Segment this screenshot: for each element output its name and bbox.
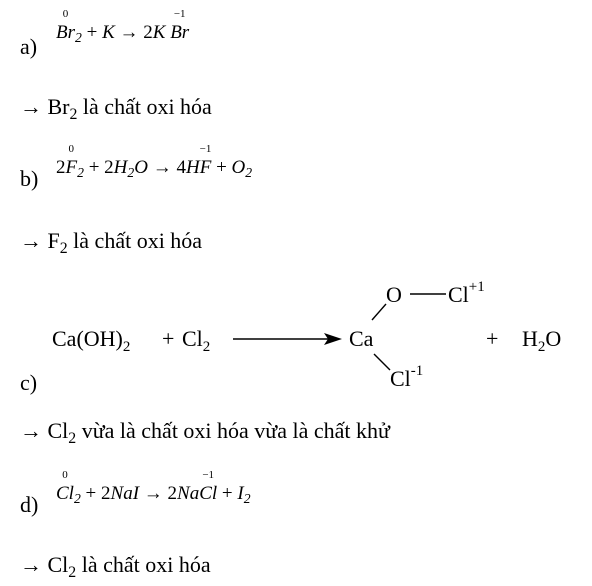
reaction-arrow: → (143, 483, 163, 504)
product-h2o: $H_2O$ (522, 326, 562, 355)
equation-d: 0 $Cl_2 + 2NaI \to 2Na$ −1 $Cl + I_2$ (56, 469, 251, 507)
reaction-arrow: → (119, 22, 139, 43)
atom-cl-upper: $Cl^{+1}$ (448, 279, 485, 307)
reactant-cl2: $Cl_2$ (182, 326, 211, 355)
label-a: a) (20, 34, 38, 59)
plus: + (486, 326, 499, 351)
reaction-arrow: → (152, 157, 172, 178)
bond-ca-cl (374, 354, 390, 370)
atom-cl-lower: $Cl^{-1}$ (390, 363, 424, 391)
bond-ca-o (372, 304, 386, 320)
conclusion-a: → $Br_2$ là chất oxi hóa (20, 94, 212, 123)
atom-o: O (386, 282, 402, 307)
conclusion-b: → $F_2$ là chất oxi hóa (20, 228, 203, 257)
label-b: b) (20, 166, 39, 191)
conclusion-c: → $Cl_2$ vừa là chất oxi hóa vừa là chất khử (20, 418, 390, 447)
equation-c (0, 270, 592, 400)
reactant-caoh2: $Ca(OH)_2$ (52, 326, 131, 355)
equation-b: 2 0 $F_2 + 2H_2O \to 4H$ −1 $F + O_2$ (56, 143, 253, 181)
plus: + (162, 326, 175, 351)
center-ca: Ca (349, 326, 374, 351)
conclusion-d: → $Cl_2$ là chất oxi hóa (20, 552, 211, 581)
reactant-br2: 0 Br (56, 8, 75, 43)
label-c: c) (20, 370, 38, 395)
label-d: d) (20, 492, 39, 517)
equation-a: 0 $Br_2 + K \to 2K$ −1 Br (56, 8, 190, 46)
